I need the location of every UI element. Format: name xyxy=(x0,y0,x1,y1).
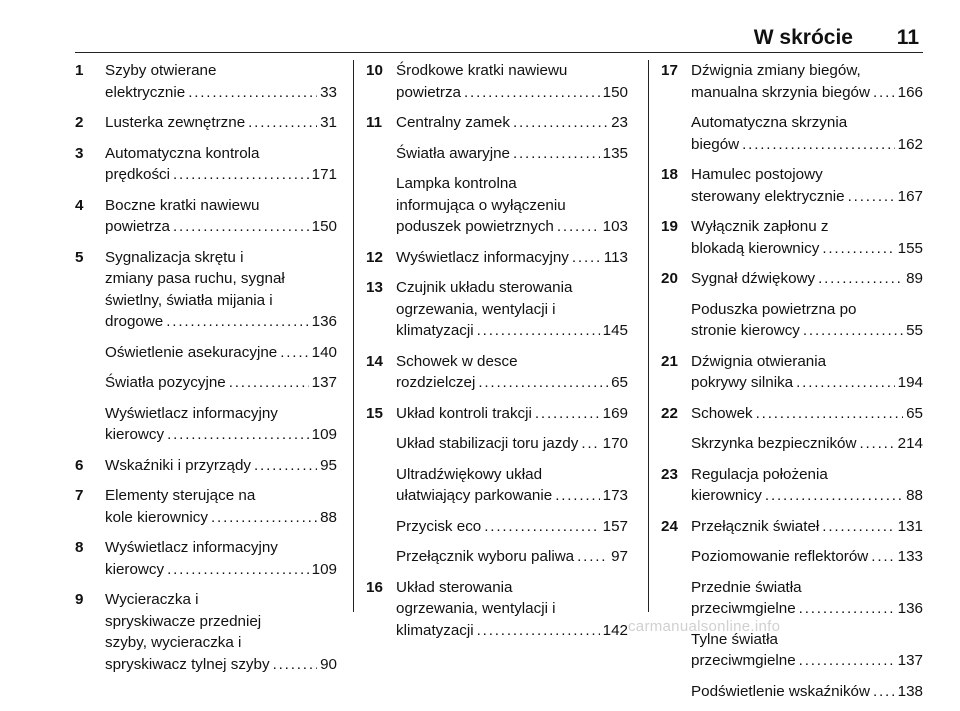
dot-leader xyxy=(822,516,894,538)
entry-text-line: Wycieraczka i xyxy=(105,591,199,608)
item-number: 19 xyxy=(661,218,678,235)
dot-leader xyxy=(577,546,608,568)
index-entry xyxy=(661,60,923,103)
index-column-1 xyxy=(75,60,337,684)
entry-last-line xyxy=(105,372,337,394)
item-number: 17 xyxy=(661,62,678,79)
index-entry xyxy=(366,403,628,425)
entry-last-line xyxy=(396,433,628,455)
dot-leader xyxy=(873,82,895,104)
page-reference: 65 xyxy=(611,374,628,391)
entry-last-line xyxy=(396,372,628,394)
page-reference: 150 xyxy=(311,218,337,235)
index-entry xyxy=(75,589,337,675)
index-entry xyxy=(75,247,337,333)
index-entry xyxy=(661,216,923,259)
entry-last-line xyxy=(691,82,923,104)
dot-leader xyxy=(188,82,317,104)
entry-text-line: Tylne światła xyxy=(691,630,778,648)
entry-label: Sygnał dźwiękowy xyxy=(691,270,816,287)
dot-leader xyxy=(167,424,309,446)
page-reference: 33 xyxy=(320,83,337,101)
item-number: 16 xyxy=(366,578,383,596)
page-reference: 214 xyxy=(897,435,923,452)
entry-text-line: Regulacja położenia xyxy=(691,465,828,483)
page-reference: 167 xyxy=(897,187,923,205)
index-entry xyxy=(75,537,337,580)
entry-last-line xyxy=(105,455,337,477)
dot-leader xyxy=(229,372,309,394)
item-number: 18 xyxy=(661,166,678,183)
index-entry xyxy=(75,455,337,477)
entry-last-line xyxy=(396,82,628,104)
index-entry xyxy=(75,112,337,134)
page-reference: 131 xyxy=(897,517,923,535)
entry-last-line xyxy=(105,112,337,134)
entry-last-line xyxy=(691,320,923,342)
dot-leader xyxy=(513,112,608,134)
entry-text-line: Boczne kratki nawiewu xyxy=(105,196,260,214)
entry-label: biegów xyxy=(691,135,740,153)
index-entry xyxy=(661,464,923,507)
page-header xyxy=(75,0,923,53)
dot-leader xyxy=(555,485,599,507)
entry-text-line: Elementy sterujące na xyxy=(105,487,256,504)
entry-text-line: Automatyczna kontrola xyxy=(105,144,260,162)
index-entry xyxy=(75,143,337,186)
entry-label: Przełącznik wyboru paliwa xyxy=(396,548,575,565)
entry-label: Wyświetlacz informacyjny xyxy=(396,248,569,266)
page-reference: 138 xyxy=(897,682,923,700)
page-reference: 162 xyxy=(897,135,923,153)
page-reference: 103 xyxy=(602,218,628,235)
dot-leader xyxy=(557,216,600,238)
dot-leader xyxy=(173,164,309,186)
entry-text-line: Ultradźwiękowy układ xyxy=(396,465,543,483)
entry-text-line: Lampka kontrolna xyxy=(396,175,517,192)
entry-last-line xyxy=(396,112,628,134)
entry-text-line: spryskiwacze przedniej xyxy=(105,612,262,630)
dot-leader xyxy=(803,320,903,342)
entry-text-line: świetlny, światła mijania i xyxy=(105,291,273,309)
index-entry xyxy=(366,112,628,134)
entry-label: klimatyzacji xyxy=(396,322,474,339)
page-reference: 133 xyxy=(897,548,923,565)
entry-label: rozdzielczej xyxy=(396,374,476,391)
index-entry xyxy=(366,173,628,238)
entry-last-line xyxy=(105,424,337,446)
page-reference: 166 xyxy=(897,83,923,101)
item-number: 12 xyxy=(366,248,383,266)
entry-label: powietrza xyxy=(105,218,170,235)
index-entry xyxy=(366,60,628,103)
page-reference: 23 xyxy=(611,114,628,131)
page-reference: 137 xyxy=(897,652,923,669)
dot-leader xyxy=(799,650,895,672)
entry-label: spryskiwacz tylnej szyby xyxy=(105,655,270,673)
page-reference: 170 xyxy=(602,435,628,452)
entry-label: kierowcy xyxy=(105,426,165,443)
entry-last-line xyxy=(396,620,628,642)
entry-last-line xyxy=(396,320,628,342)
entry-label: Przełącznik świateł xyxy=(691,517,820,535)
entry-text-line: Wyświetlacz informacyjny xyxy=(105,539,278,556)
entry-label: Schowek xyxy=(691,404,753,422)
page-number: 11 xyxy=(896,26,919,49)
entry-label: Wskaźniki i przyrządy xyxy=(105,456,251,474)
dot-leader xyxy=(742,134,895,156)
dot-leader xyxy=(765,485,903,507)
page-reference: 135 xyxy=(602,144,628,162)
dot-leader xyxy=(167,559,309,581)
index-entry xyxy=(661,299,923,342)
index-entry xyxy=(661,268,923,290)
page-reference: 145 xyxy=(602,322,628,339)
entry-label: kierowcy xyxy=(105,560,165,578)
entry-last-line xyxy=(691,403,923,425)
item-number: 6 xyxy=(75,456,84,474)
index-entry xyxy=(661,516,923,538)
dot-leader xyxy=(280,342,308,364)
dot-leader xyxy=(871,546,894,568)
dot-leader xyxy=(535,403,600,425)
index-entry xyxy=(366,577,628,642)
index-entry xyxy=(661,577,923,620)
entry-text-line: Sygnalizacja skrętu i xyxy=(105,248,244,266)
page-reference: 155 xyxy=(897,239,923,257)
dot-leader xyxy=(581,433,599,455)
dot-leader xyxy=(756,403,903,425)
entry-label: Skrzynka bezpieczników xyxy=(691,435,857,452)
entry-label: Układ stabilizacji toru jazdy xyxy=(396,435,579,452)
index-column-2 xyxy=(366,60,628,650)
dot-leader xyxy=(484,516,599,538)
entry-label: stronie kierowcy xyxy=(691,322,800,339)
page-reference: 169 xyxy=(602,404,628,422)
entry-text-line: Wyłącznik zapłonu z xyxy=(691,218,829,235)
page-reference: 55 xyxy=(906,322,923,339)
entry-last-line xyxy=(396,403,628,425)
entry-last-line xyxy=(691,516,923,538)
entry-last-line xyxy=(691,681,923,703)
column-divider xyxy=(648,60,649,612)
entry-last-line xyxy=(691,546,923,568)
entry-text-line: Układ sterowania xyxy=(396,578,513,596)
page-reference: 88 xyxy=(320,508,337,526)
page-reference: 194 xyxy=(897,374,923,391)
dot-leader xyxy=(166,311,308,333)
entry-label: poduszek powietrznych xyxy=(396,218,554,235)
entry-last-line xyxy=(105,559,337,581)
dot-leader xyxy=(873,681,895,703)
entry-label: kierownicy xyxy=(691,487,762,504)
dot-leader xyxy=(478,372,608,394)
entry-last-line xyxy=(691,186,923,208)
page-reference: 109 xyxy=(311,560,337,578)
entry-last-line xyxy=(691,134,923,156)
dot-leader xyxy=(464,82,600,104)
entry-label: klimatyzacji xyxy=(396,621,474,639)
entry-text-line: Dźwignia zmiany biegów, xyxy=(691,62,861,79)
entry-text-line: informująca o wyłączeniu xyxy=(396,196,566,214)
item-number: 23 xyxy=(661,465,678,483)
dot-leader xyxy=(848,186,895,208)
index-entry xyxy=(661,681,923,703)
dot-leader xyxy=(796,372,895,394)
entry-text-line: Czujnik układu sterowania xyxy=(396,279,573,296)
item-number: 10 xyxy=(366,62,383,79)
entry-text-line: Wyświetlacz informacyjny xyxy=(105,404,278,422)
entry-last-line xyxy=(396,216,628,238)
page-reference: 171 xyxy=(311,166,337,183)
entry-label: Poziomowanie reflektorów xyxy=(691,548,869,565)
index-entry xyxy=(661,546,923,568)
entry-label: blokadą kierownicy xyxy=(691,239,820,257)
index-column-3 xyxy=(661,60,923,711)
item-number: 2 xyxy=(75,114,84,131)
index-entry xyxy=(661,351,923,394)
item-number: 7 xyxy=(75,487,84,504)
index-entry xyxy=(75,403,337,446)
entry-label: kole kierownicy xyxy=(105,508,208,526)
entry-text-line: Hamulec postojowy xyxy=(691,166,823,183)
entry-text-line: ogrzewania, wentylacji i xyxy=(396,300,556,318)
dot-leader xyxy=(572,247,601,269)
entry-last-line xyxy=(396,247,628,269)
index-entry xyxy=(75,195,337,238)
entry-text-line: Poduszka powietrzna po xyxy=(691,300,857,318)
entry-text-line: Schowek w desce xyxy=(396,352,518,370)
column-divider xyxy=(353,60,354,612)
entry-last-line xyxy=(691,268,923,290)
entry-last-line xyxy=(396,546,628,568)
entry-label: elektrycznie xyxy=(105,83,186,101)
entry-label: Światła awaryjne xyxy=(396,144,510,162)
index-entry xyxy=(661,403,923,425)
page-reference: 31 xyxy=(320,114,337,131)
entry-text-line: ogrzewania, wentylacji i xyxy=(396,600,556,617)
entry-label: ułatwiający parkowanie xyxy=(396,487,553,504)
page-reference: 65 xyxy=(906,404,923,422)
page-reference: 95 xyxy=(320,456,337,474)
index-entry xyxy=(75,485,337,528)
page-reference: 142 xyxy=(602,621,628,639)
item-number: 4 xyxy=(75,196,84,214)
index-entry xyxy=(366,143,628,165)
item-number: 5 xyxy=(75,248,84,266)
entry-label: Oświetlenie asekuracyjne xyxy=(105,343,278,361)
page-title: W skrócie xyxy=(753,26,853,49)
index-entry xyxy=(366,546,628,568)
entry-last-line xyxy=(105,507,337,529)
entry-last-line xyxy=(105,82,337,104)
entry-label: drogowe xyxy=(105,313,164,330)
index-entry xyxy=(366,464,628,507)
entry-label: Centralny zamek xyxy=(396,114,510,131)
page-reference: 97 xyxy=(611,548,628,565)
index-entry xyxy=(366,247,628,269)
dot-leader xyxy=(859,433,894,455)
dot-leader xyxy=(254,455,317,477)
dot-leader xyxy=(477,320,600,342)
entry-text-line: Automatyczna skrzynia xyxy=(691,114,848,131)
watermark: carmanualsonline.info xyxy=(628,618,781,635)
entry-label: Światła pozycyjne xyxy=(105,374,226,391)
dot-leader xyxy=(477,620,600,642)
entry-label: sterowany elektrycznie xyxy=(691,187,845,205)
page-reference: 88 xyxy=(906,487,923,504)
item-number: 13 xyxy=(366,279,383,296)
page-reference: 136 xyxy=(311,313,337,330)
page-reference: 157 xyxy=(602,517,628,535)
entry-last-line xyxy=(691,238,923,260)
page-reference: 140 xyxy=(311,343,337,361)
entry-text-line: Przednie światła xyxy=(691,578,802,596)
dot-leader xyxy=(822,238,894,260)
dot-leader xyxy=(211,507,317,529)
entry-last-line xyxy=(691,485,923,507)
page-reference: 113 xyxy=(603,248,628,266)
entry-last-line xyxy=(691,433,923,455)
index-entry xyxy=(661,164,923,207)
item-number: 20 xyxy=(661,270,678,287)
item-number: 9 xyxy=(75,591,84,608)
entry-label: Układ kontroli trakcji xyxy=(396,404,532,422)
entry-last-line xyxy=(105,654,337,676)
entry-text-line: Dźwignia otwierania xyxy=(691,352,827,370)
dot-leader xyxy=(173,216,309,238)
page-reference: 109 xyxy=(311,426,337,443)
entry-last-line xyxy=(105,311,337,333)
entry-label: prędkości xyxy=(105,166,170,183)
index-entry xyxy=(366,351,628,394)
index-entry xyxy=(75,372,337,394)
entry-label: przeciwmgielne xyxy=(691,600,796,617)
page-reference: 137 xyxy=(311,374,337,391)
item-number: 3 xyxy=(75,144,84,162)
item-number: 15 xyxy=(366,404,383,422)
dot-leader xyxy=(513,143,600,165)
index-entry xyxy=(661,433,923,455)
item-number: 22 xyxy=(661,404,678,422)
index-entry xyxy=(366,516,628,538)
entry-last-line xyxy=(396,516,628,538)
entry-text-line: Środkowe kratki nawiewu xyxy=(396,62,568,79)
page-reference: 173 xyxy=(602,487,628,504)
entry-label: Podświetlenie wskaźników xyxy=(691,682,870,700)
page-reference: 136 xyxy=(897,600,923,617)
entry-text-line: zmiany pasa ruchu, sygnał xyxy=(105,270,285,287)
entry-text-line: Szyby otwierane xyxy=(105,62,217,79)
entry-last-line xyxy=(105,342,337,364)
entry-last-line xyxy=(691,650,923,672)
page-reference: 90 xyxy=(320,655,337,673)
index-entry xyxy=(75,60,337,103)
entry-last-line xyxy=(396,143,628,165)
item-number: 24 xyxy=(661,517,678,535)
entry-label: manualna skrzynia biegów xyxy=(691,83,870,101)
entry-label: Lusterka zewnętrzne xyxy=(105,114,246,131)
entry-last-line xyxy=(105,164,337,186)
entry-last-line xyxy=(396,485,628,507)
entry-label: przeciwmgielne xyxy=(691,652,796,669)
page-reference: 150 xyxy=(602,83,628,101)
entry-label: pokrywy silnika xyxy=(691,374,794,391)
entry-label: powietrza xyxy=(396,83,461,101)
entry-text-line: szyby, wycieraczka i xyxy=(105,634,242,651)
dot-leader xyxy=(248,112,317,134)
item-number: 1 xyxy=(75,62,84,79)
dot-leader xyxy=(273,654,318,676)
index-entry xyxy=(75,342,337,364)
index-entry xyxy=(661,112,923,155)
dot-leader xyxy=(818,268,903,290)
item-number: 14 xyxy=(366,352,383,370)
entry-last-line xyxy=(691,598,923,620)
item-number: 8 xyxy=(75,539,84,556)
entry-last-line xyxy=(105,216,337,238)
index-entry xyxy=(366,433,628,455)
index-entry xyxy=(366,277,628,342)
entry-last-line xyxy=(691,372,923,394)
item-number: 21 xyxy=(661,352,678,370)
page-reference: 89 xyxy=(906,270,923,287)
dot-leader xyxy=(799,598,895,620)
entry-label: Przycisk eco xyxy=(396,517,482,535)
item-number: 11 xyxy=(366,114,383,131)
